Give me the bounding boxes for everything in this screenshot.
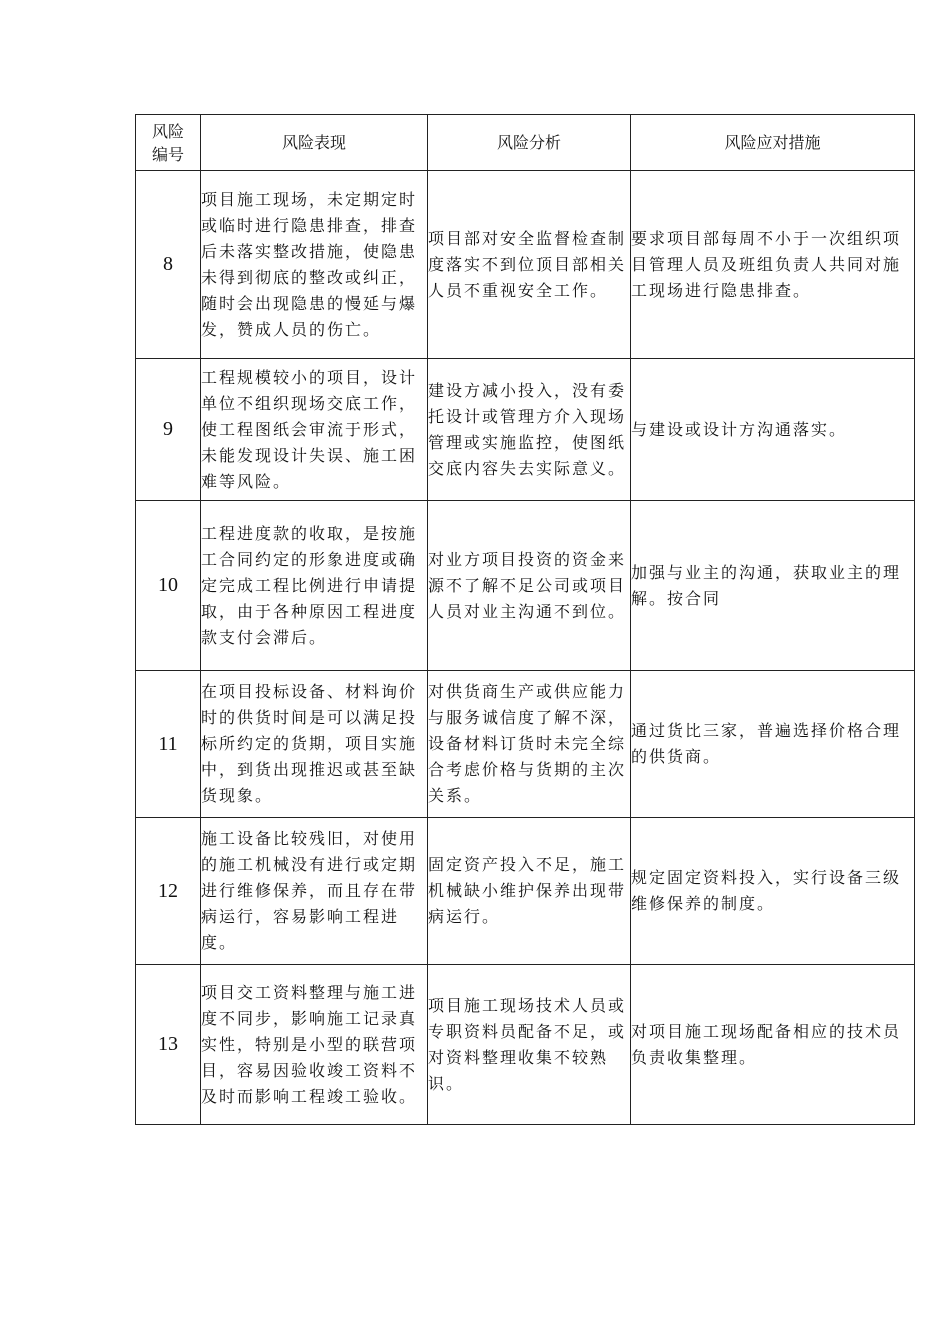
- header-risk-id: [136, 115, 201, 171]
- risk-id: 9: [136, 359, 201, 501]
- table-row: [136, 671, 915, 818]
- risk-analysis: 项目施工现场技术人员或专职资料员配备不足，或对资料整理收集不较熟识。: [428, 965, 631, 1125]
- risk-expression: 项目交工资料整理与施工进度不同步，影响施工记录真实性，特别是小型的联营项目，容易因验收竣工资料不及时而影响工程竣工验收。: [201, 965, 428, 1125]
- risk-id: 11: [136, 671, 201, 818]
- risk-id: 12: [136, 818, 201, 965]
- risk-analysis: 固定资产投入不足，施工机械缺小维护保养出现带病运行。: [428, 818, 631, 965]
- header-risk-expression: 风险表现: [201, 115, 428, 171]
- risk-id: 8: [136, 171, 201, 359]
- risk-analysis: 对供货商生产或供应能力与服务诚信度了解不深，设备材料订货时未完全综合考虑价格与货期的主次关系。: [428, 671, 631, 818]
- risk-analysis: 项目部对安全监督检查制度落实不到位顶目部相关人员不重视安全工作。: [428, 171, 631, 359]
- risk-measures: 与建设或设计方沟通落实。: [631, 359, 915, 501]
- risk-expression: 施工设备比较残旧，对使用的施工机械没有进行或定期进行维修保养，而且存在带病运行，容易影响工程进度。: [201, 818, 428, 965]
- risk-analysis: 建设方减小投入，没有委托设计或管理方介入现场管理或实施监控，使图纸交底内容失去实际意义。: [428, 359, 631, 501]
- table-header-row: [136, 115, 915, 171]
- risk-analysis: 对业方项目投资的资金来源不了解不足公司或项目人员对业主沟通不到位。: [428, 501, 631, 671]
- risk-table: [135, 114, 915, 1125]
- table-row: [136, 818, 915, 965]
- table-row: [136, 965, 915, 1125]
- table-row: [136, 359, 915, 501]
- risk-measures: 加强与业主的沟通，获取业主的理解。按合同: [631, 501, 915, 671]
- risk-id: 13: [136, 965, 201, 1125]
- table-row: [136, 501, 915, 671]
- risk-measures: 要求项目部每周不小于一次组织项目管理人员及班组负责人共同对施工现场进行隐患排查。: [631, 171, 915, 359]
- table-row: [136, 171, 915, 359]
- risk-expression: 项目施工现场，未定期定时或临时进行隐患排查，排查后未落实整改措施，使隐患未得到彻底的整改或纠正，随时会出现隐患的慢延与爆发，赞成人员的伤亡。: [201, 171, 428, 359]
- risk-measures: 通过货比三家，普遍选择价格合理的供货商。: [631, 671, 915, 818]
- risk-expression: 在项目投标设备、材料询价时的供货时间是可以满足投标所约定的货期，项目实施中，到货出现推迟或甚至缺货现象。: [201, 671, 428, 818]
- risk-expression: 工程规模较小的项目，设计单位不组织现场交底工作，使工程图纸会审流于形式，未能发现设计失误、施工困难等风险。: [201, 359, 428, 501]
- header-risk-measures: 风险应对措施: [631, 115, 915, 171]
- risk-measures: 规定固定资料投入，实行设备三级维修保养的制度。: [631, 818, 915, 965]
- risk-expression: 工程进度款的收取，是按施工合同约定的形象进度或确定完成工程比例进行申请提取，由于各种原因工程进度款支付会滞后。: [201, 501, 428, 671]
- header-risk-analysis: 风险分析: [428, 115, 631, 171]
- risk-measures: 对项目施工现场配备相应的技术员负责收集整理。: [631, 965, 915, 1125]
- risk-id: 10: [136, 501, 201, 671]
- header-risk-id-line1: 风险: [151, 121, 184, 141]
- header-risk-id-line2: 编号: [151, 144, 184, 164]
